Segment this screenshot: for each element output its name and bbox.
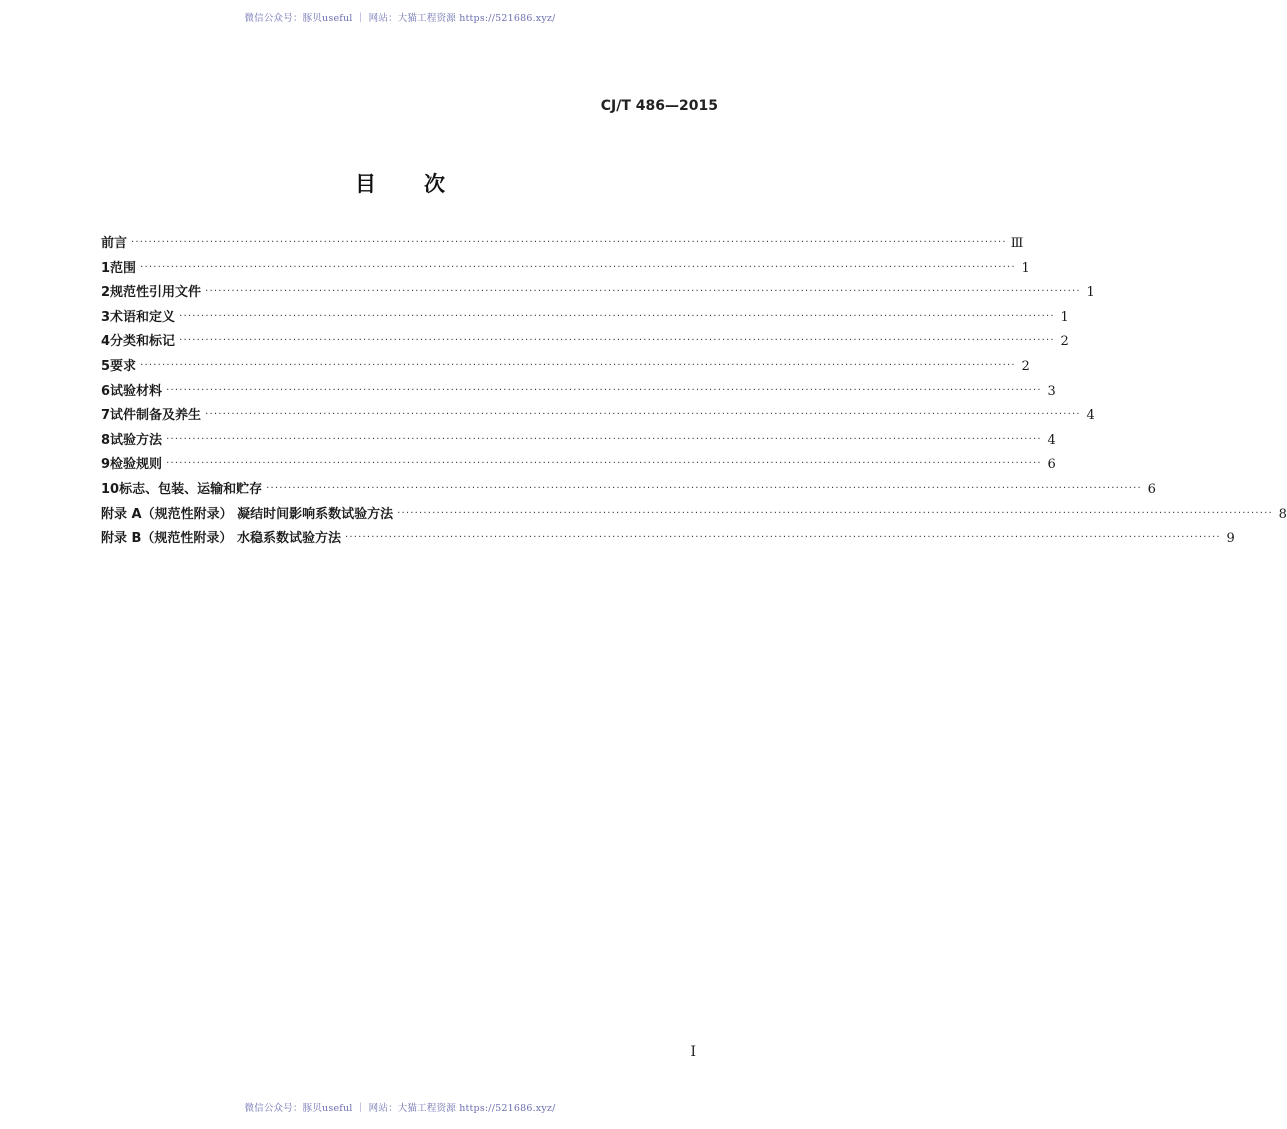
toc-leader-dots: ········································································································································································································ <box>397 507 1273 519</box>
toc-entry[interactable] <box>101 380 1056 405</box>
toc-entry-label: 试验材料 <box>110 383 163 399</box>
toc-entry-page: 8 <box>1278 506 1287 522</box>
toc-entry-page: 9 <box>1226 531 1235 547</box>
toc-entry-number: 10 <box>101 481 120 497</box>
toc-entry[interactable] <box>101 232 1024 257</box>
toc-entry[interactable] <box>101 404 1095 429</box>
toc-entry-label: 标志、包装、运输和贮存 <box>119 481 263 497</box>
toc-leader-dots: ········································································································································································································ <box>205 286 1081 298</box>
toc-entry-page: 6 <box>1147 481 1156 497</box>
toc-entry[interactable] <box>101 330 1069 355</box>
toc-entry-label: 术语和定义 <box>110 309 176 325</box>
toc-entry-number: 8 <box>101 432 111 448</box>
toc-entry-page: 1 <box>1060 309 1069 325</box>
page-number: Ⅰ <box>690 1044 696 1060</box>
toc-entry[interactable] <box>101 503 1287 528</box>
standard-code: CJ/T 486—2015 <box>600 98 718 114</box>
toc-entry-page: 4 <box>1086 408 1095 424</box>
toc-entry[interactable] <box>101 355 1030 380</box>
table-of-contents <box>101 232 1287 552</box>
toc-entry-label: 试件制备及养生 <box>110 408 202 424</box>
toc-entry[interactable] <box>101 453 1056 478</box>
toc-leader-dots: ········································································································································································································ <box>205 409 1081 421</box>
toc-entry-page: Ⅲ <box>1010 236 1024 251</box>
toc-entry-label: 规范性引用文件 <box>110 285 202 301</box>
toc-entry-page: 3 <box>1047 383 1056 399</box>
toc-entry-label: 分类和标记 <box>110 334 176 350</box>
toc-leader-dots: ········································································································································································································ <box>166 458 1042 470</box>
toc-entry-number: 4 <box>101 334 111 350</box>
toc-leader-dots: ········································································································································································································ <box>166 384 1042 396</box>
page-title: 目次 <box>355 172 493 196</box>
toc-entry-label: 附录 A（规范性附录） 凝结时间影响系数试验方法 <box>101 506 394 522</box>
toc-entry[interactable] <box>101 306 1069 331</box>
toc-entry-label: 前言 <box>101 236 128 251</box>
toc-entry-number: 9 <box>101 457 111 473</box>
toc-entry[interactable] <box>101 281 1095 306</box>
watermark-top: 微信公众号：豚贝useful ｜ 网站：大猫工程资源 https://521686.xyz/ <box>244 13 556 24</box>
toc-entry-number: 2 <box>101 285 111 301</box>
toc-entry-label: 检验规则 <box>110 457 163 473</box>
watermark-bottom: 微信公众号：豚贝useful ｜ 网站：大猫工程资源 https://521686.xyz/ <box>244 1103 556 1114</box>
toc-leader-dots: ········································································································································································································ <box>140 359 1016 371</box>
toc-leader-dots: ········································································································································································································ <box>266 482 1142 494</box>
toc-leader-dots: ········································································································································································································ <box>166 433 1042 445</box>
toc-entry-label: 试验方法 <box>110 432 163 448</box>
toc-entry-label: 要求 <box>110 358 137 374</box>
toc-leader-dots: ········································································································································································································ <box>179 310 1055 322</box>
toc-leader-dots: ········································································································································································································ <box>131 237 1007 248</box>
toc-entry-label: 附录 B（规范性附录） 水稳系数试验方法 <box>101 531 341 547</box>
toc-entry-page: 1 <box>1086 285 1095 301</box>
toc-entry-page: 2 <box>1060 334 1069 350</box>
toc-entry-page: 6 <box>1047 457 1056 473</box>
toc-entry[interactable] <box>101 527 1235 552</box>
toc-entry-number: 7 <box>101 408 111 424</box>
toc-entry-number: 3 <box>101 309 111 325</box>
toc-entry[interactable] <box>101 257 1030 282</box>
toc-entry-page: 4 <box>1047 432 1056 448</box>
toc-entry-page: 2 <box>1021 358 1030 374</box>
toc-entry[interactable] <box>101 478 1156 503</box>
toc-entry[interactable] <box>101 429 1056 454</box>
toc-entry-label: 范围 <box>110 260 137 276</box>
toc-entry-number: 5 <box>101 358 111 374</box>
toc-entry-page: 1 <box>1021 260 1030 276</box>
toc-entry-number: 1 <box>101 260 111 276</box>
toc-leader-dots: ········································································································································································································ <box>344 532 1221 544</box>
toc-leader-dots: ········································································································································································································ <box>140 261 1016 273</box>
toc-leader-dots: ········································································································································································································ <box>179 335 1055 347</box>
toc-entry-number: 6 <box>101 383 111 399</box>
